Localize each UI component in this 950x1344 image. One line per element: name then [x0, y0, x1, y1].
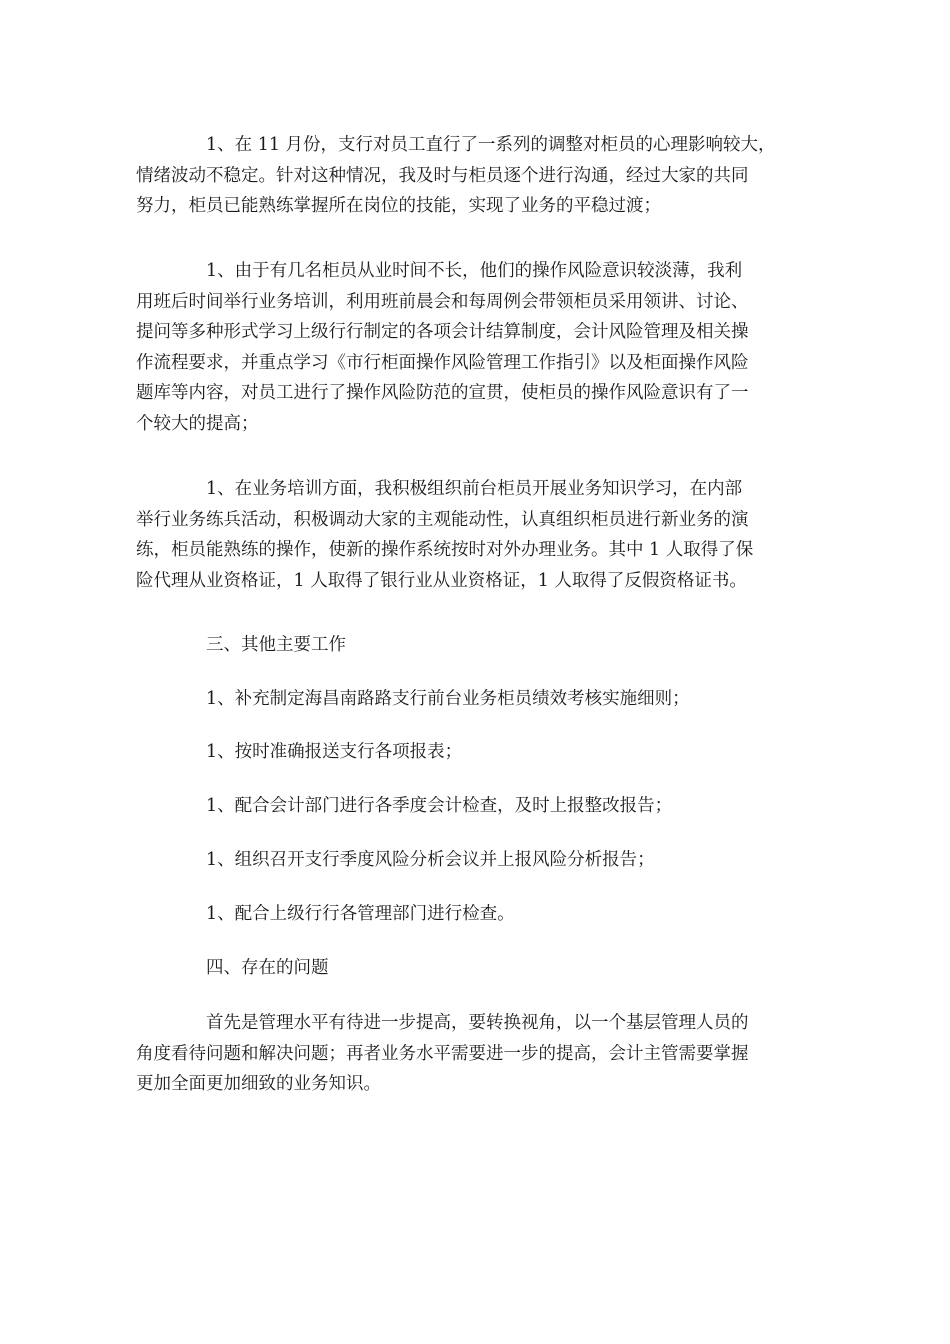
text-line: 举行业务练兵活动，积极调动大家的主观能动性，认真组织柜员进行新业务的演 [136, 509, 749, 530]
text-line: 情绪波动不稳定。针对这种情况，我及时与柜员逐个进行沟通，经过大家的共同 [136, 165, 749, 186]
list-item: 1、组织召开支行季度风险分析会议并上报风险分析报告； [206, 850, 655, 870]
text-line: 个较大的提高； [136, 413, 259, 434]
text-line: 提问等多种形式学习上级行行制定的各项会计结算制度，会计风险管理及相关操 [136, 322, 749, 342]
text-line: 首先是管理水平有待进一步提高，要转换视角，以一个基层管理人员的 [206, 1013, 749, 1033]
text-line: 1、在 11 月份，支行对员工直行了一系列的调整对柜员的心理影响较大， [206, 135, 776, 155]
text-line: 用班后时间举行业务培训，利用班前晨会和每周例会带领柜员采用领讲、讨论、 [136, 291, 749, 312]
paragraph-business-training [136, 474, 753, 596]
paragraph-problems [136, 1008, 749, 1100]
list-item: 1、配合会计部门进行各季度会计检查，及时上报整改报告； [206, 796, 673, 816]
text-line: 努力，柜员已能熟练掌握所在岗位的技能，实现了业务的平稳过渡； [136, 196, 661, 216]
text-line: 险代理从业资格证，1 人取得了银行业从业资格证，1 人取得了反假资格证书。 [136, 570, 747, 591]
paragraph-risk-training [136, 256, 749, 439]
text-line: 角度看待问题和解决问题；再者业务水平需要进一步的提高，会计主管需要掌握 [136, 1043, 749, 1064]
section-heading-problems: 四、存在的问题 [206, 958, 329, 978]
list-item: 1、配合上级行行各管理部门进行检查。 [206, 904, 515, 924]
text-line: 更加全面更加细致的业务知识。 [136, 1074, 381, 1094]
text-line: 题库等内容，对员工进行了操作风险防范的宣贯，使柜员的操作风险意识有了一 [136, 383, 749, 403]
paragraph-staff-adjustment [136, 130, 776, 222]
section-heading-other-work: 三、其他主要工作 [206, 635, 346, 655]
text-line: 1、在业务培训方面，我积极组织前台柜员开展业务知识学习，在内部 [206, 479, 743, 499]
text-line: 1、由于有几名柜员从业时间不长，他们的操作风险意识较淡薄，我利 [206, 261, 743, 281]
list-item: 1、按时准确报送支行各项报表； [206, 742, 463, 762]
text-line: 作流程要求，并重点学习《市行柜面操作风险管理工作指引》以及柜面操作风险 [136, 352, 749, 373]
list-item: 1、补充制定海昌南路路支行前台业务柜员绩效考核实施细则； [206, 689, 690, 709]
text-line: 练，柜员能熟练的操作，使新的操作系统按时对外办理业务。其中 1 人取得了保 [136, 540, 754, 560]
